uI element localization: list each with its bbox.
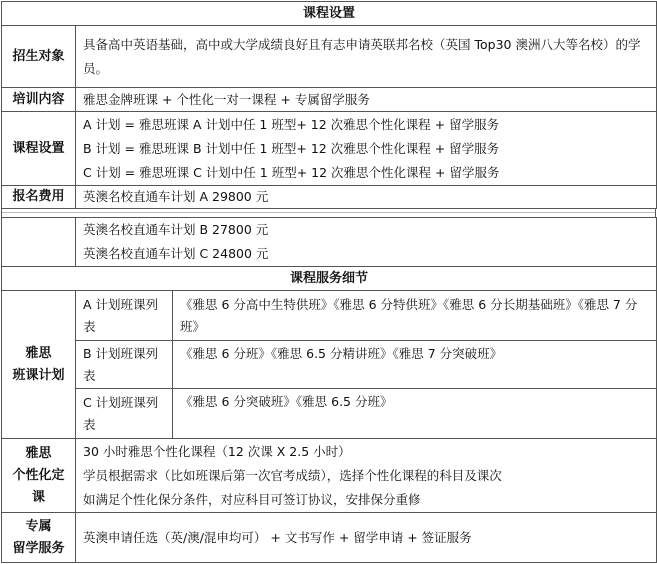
plan-b-line: B 计划 = 雅思班课 B 计划中任 1 班型+ 12 次雅思个性化课程 + 留学服务 [83, 140, 500, 156]
personal-line-2: 学员根据需求（比如班课后第一次官考成绩），选择个性化课程的科目及课次 [83, 467, 502, 483]
fee-a: 英澳名校直通车计划 A 29800 元 [76, 186, 657, 209]
settings-label: 课程设置 [2, 112, 76, 186]
plan-c-list-label: C 计划班课列表 [76, 389, 173, 439]
service-details-title: 课程服务细节 [2, 267, 657, 291]
plan-c-line: C 计划 = 雅思班课 C 计划中任 1 班型+ 12 次雅思个性化课程 + 留学服务 [83, 164, 500, 180]
fees-continued [76, 218, 657, 267]
personal-details [76, 439, 657, 513]
service-details-table [1, 217, 656, 563]
settings-plans [76, 112, 657, 186]
plan-c-courses: 《雅思 6 分突破班》《雅思 6.5 分班》 [173, 389, 657, 439]
plan-a-list-label: A 计划班课列表 [76, 291, 173, 341]
content-text: 雅思金牌班课 + 个性化一对一课程 + 专属留学服务 [76, 88, 657, 112]
plan-a-line: A 计划 = 雅思班课 A 计划中任 1 班型+ 12 次雅思个性化课程 + 留学服务 [83, 116, 500, 132]
personal-label: 雅思 个性化定 课 [2, 439, 76, 513]
study-abroad-text: 英澳申请任选（英/澳/混申均可） + 文书写作 + 留学申请 + 签证服务 [76, 513, 657, 563]
fees-continued-label [2, 218, 76, 267]
personal-line-1: 30 小时雅思个性化课程（12 次课 X 2.5 小时） [83, 443, 351, 459]
course-settings-title: 课程设置 [2, 2, 657, 26]
recruit-text: 具备高中英语基础，高中或大学成绩良好且有志申请英联邦名校（英国 Top30 澳洲八大等名校）的学员。 [76, 26, 657, 88]
plan-a-courses: 《雅思 6 分高中生特供班》《雅思 6 分特供班》《雅思 6 分长期基础班》《雅思 7 分班》 [173, 291, 657, 341]
fees-label: 报名费用 [2, 186, 76, 209]
recruit-label: 招生对象 [2, 26, 76, 88]
plan-b-list-label: B 计划班课列表 [76, 341, 173, 389]
plan-b-courses: 《雅思 6 分班》《雅思 6.5 分精讲班》《雅思 7 分突破班》 [173, 341, 657, 389]
study-abroad-label: 专属 留学服务 [2, 513, 76, 563]
course-settings-table [1, 1, 656, 209]
content-label: 培训内容 [2, 88, 76, 112]
page-break-gap [1, 209, 656, 217]
fee-b: 英澳名校直通车计划 B 27800 元 [83, 222, 269, 237]
fee-c: 英澳名校直通车计划 C 24800 元 [83, 246, 269, 261]
personal-line-3: 如满足个性化保分条件，对应科目可签订协议，安排保分重修 [83, 491, 421, 507]
ielts-class-label: 雅思 班课计划 [2, 291, 76, 439]
